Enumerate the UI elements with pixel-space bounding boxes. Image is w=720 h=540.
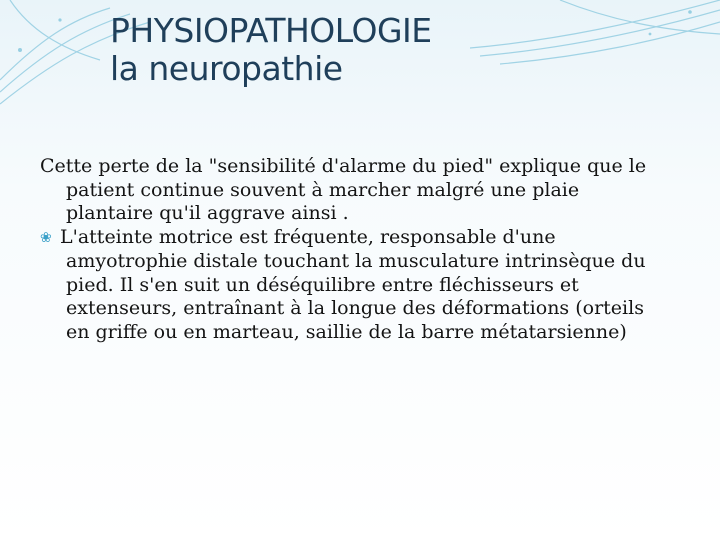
slide-body: [40, 155, 670, 344]
paragraph-2: [40, 226, 670, 345]
paragraph-2-text: L'atteinte motrice est fréquente, responsable d'une amyotrophie distale touchant la musculature intrinsèque du pied. Il s'en suit un déséquilibre entre fléchisseurs et extenseurs, entraînant à la longue des déformations (orteils en griffe ou en marteau, saillie de la barre métatarsienne): [60, 225, 646, 343]
paragraph-1-text: Cette perte de la "sensibilité d'alarme du pied" explique que le patient continue souvent à marcher malgré une plaie plantaire qu'il aggrave ainsi .: [40, 155, 647, 224]
slide-title: [110, 12, 670, 88]
paragraph-1: [40, 155, 670, 226]
title-line-1: PHYSIOPATHOLOGIE: [110, 11, 432, 50]
title-line-2: la neuropathie: [110, 49, 343, 88]
bullet-swirl-icon: ❀: [40, 229, 52, 246]
